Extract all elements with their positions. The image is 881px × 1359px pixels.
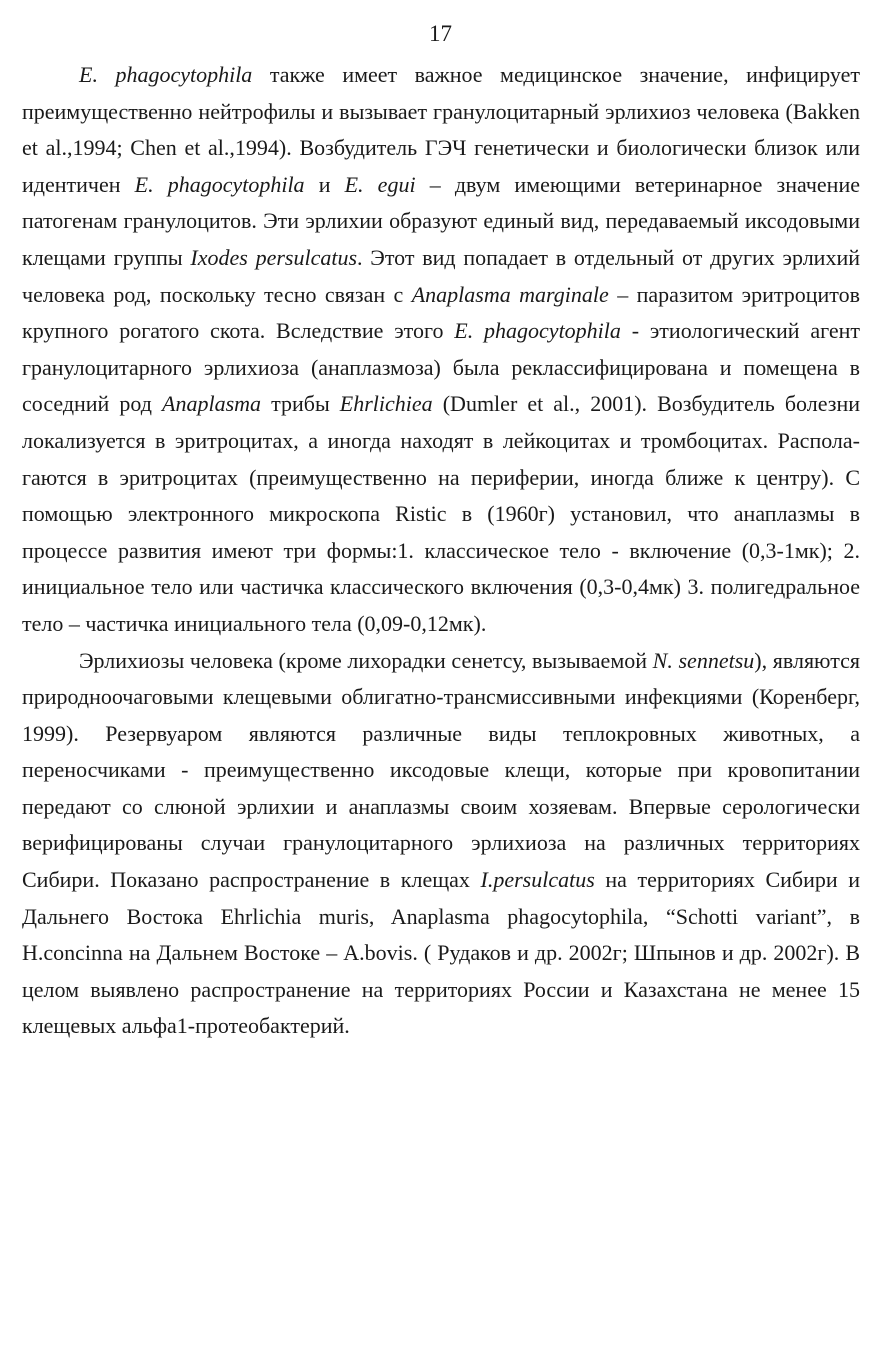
text-run: . Этот вид попадает в отдельный от других эрлихий человека род, поскольку тесно связан с [22, 244, 860, 307]
paragraph-2 [22, 643, 860, 1046]
text-run: трибы [261, 391, 340, 417]
italic-term: Ehrlichiea [339, 391, 433, 417]
text-run: и [304, 171, 345, 197]
italic-term: E. phagocytophila [134, 171, 305, 197]
text-run: ), являются природноочаговыми клещевыми облигатно-трансмиссивными инфекциями (Коренберг, 1999). Резервуаром являются различные виды теплокровных животных, а переносчиками - преимущественно иксодовые клещи, которые при кровопитании передают со слюной эрлихии и анаплазмы своим хозяевам. Впервые серологически верифицированы случаи гранулоцитарного эрлихиоза на различных территориях Сибири. Показано распространение в клещах [22, 647, 860, 893]
text-run: Эрлихиозы человека (кроме лихорадки сенетсу, вызываемой [79, 647, 653, 673]
text-run: на территориях Сибири и Дальнего Востока Ehrlichia muris, Anaplasma phagocytophila, “Schotti variant”, в H.concinna на Дальнем Востоке – A.bovis. ( Рудаков и др. 2002г; Шпынов и др. 2002г). В целом выявлено распространение на территориях России и Казахстана не менее 15 клещевых альфа1-протеобактерий. [22, 867, 861, 1039]
italic-term: E. phagocytophila [454, 318, 621, 344]
italic-term: Ixodes persulcatus [190, 244, 358, 270]
body-text [22, 57, 860, 1045]
italic-term: Anaplasma [162, 391, 262, 417]
text-run: - этиологический агент гранулоцитарного эрлихиоза (анаплазмоза) была реклассифицирована и помещена в соседний род [22, 318, 861, 417]
italic-term: N. sennetsu [652, 647, 755, 673]
text-run: – паразитом эритроцитов крупного рогатого скота. Вследствие этого [22, 281, 860, 344]
italic-term: E. egui [344, 171, 416, 197]
paragraph-1 [22, 57, 860, 643]
page-number: 17 [429, 21, 452, 46]
text-run: – двум имеющими ветеринарное значение патогенам гранулоцитов. Эти эрлихии образуют единый вид, передаваемый иксодовыми клещами группы [22, 171, 860, 270]
text-run: (Dumler et al., 2001). Возбудитель болезни локализуется в эритроцитах, а иногда находят в лейкоцитах и тромбоцитах. Располагаются в эритроцитах (преимущественно на периферии, иногда ближе к центру). С помощью электронного микроскопа Ristic в (1960г) установил, что анаплазмы в процессе развития имеют три формы:1. классическое тело - включение (0,3-1мк); 2. инициальное тело или частичка классического включения (0,3-0,4мк) 3. полигедральное тело – частичка инициального тела (0,09-0,12мк). [22, 391, 860, 636]
text-run: также имеет важное медицинское значение, инфицирует преимущественно нейтрофилы и вызывает гранулоцитарный эрлихиоз человека (Bakken et al.,1994; Chen et al.,1994). Возбудитель ГЭЧ генетически и биологически близок или идентичен [22, 62, 860, 197]
italic-term: Anaplasma marginale [411, 281, 609, 307]
italic-term: I.persulcatus [480, 867, 595, 893]
italic-term: E. phagocytophila [79, 62, 253, 87]
